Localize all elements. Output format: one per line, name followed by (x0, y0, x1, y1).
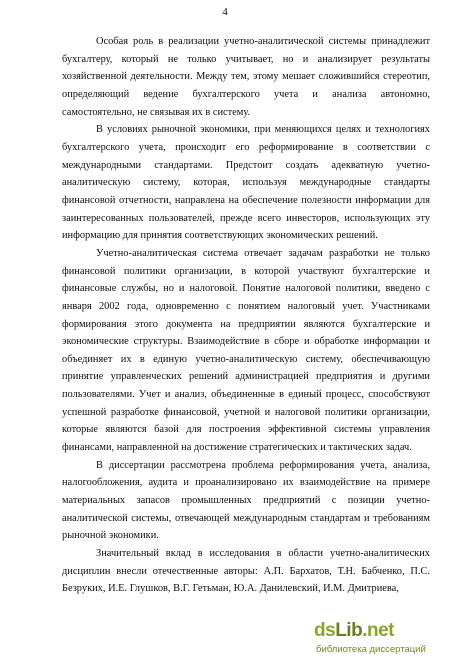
paragraph-3: Учетно-аналитическая система отвечает задачам разработки не только финансовой политики организации, в которой участвуют бухгалтерские и финансовые службы, но и налоговой. Понятие налоговой политики, введено с января 2002 года, одновременно с понятием налоговый учет. Участниками формирования этого документа на предприятии являются бухгалтерские и экономические структуры. Взаимодействие в сборе и обработке информации и объединяет их в единую учетно-аналитическую систему, обеспечивающую принятие управленческих решений администрацией предприятия и другими пользователями. Учет и анализ, объединенные в единый процесс, способствуют успешной разработке финансовой, учетной и налоговой политики организации, которые являются базой для построения эффективной системы управления финансами, направленной на достижение стратегических и тактических задач. (62, 247, 430, 454)
logo-lib: Lib (335, 620, 363, 641)
dslib-logo (314, 620, 394, 642)
logo-net: .net (362, 620, 394, 641)
paragraph-4: В диссертации рассмотрена проблема реформирования учета, анализа, налогообложения, аудита и проанализировано их взаимодействие на примере материальных запасов промышленных предприятий с позиции учетно-аналитической системы, отвечающей международным стандартам и требованиям рыночной экономики. (62, 459, 430, 542)
watermark-tagline: библиотека диссертаций (316, 644, 426, 655)
paragraph-1: Особая роль в реализации учетно-аналитической системы принадлежит бухгалтеру, который не только учитывает, но и анализирует результаты хозяйственной деятельности. Между тем, этому мешает сложившийся стереотип, определяющий ведение бухгалтерского учета и анализа автономно, самостоятельно, не связывая их в систему. (62, 36, 430, 118)
paragraph-2: В условиях рыночной экономики, при меняющихся целях и технологиях бухгалтерского учета, происходит его реформирование в соответствии с международными стандартами. Предстоит создать адекватную учетно-аналитическую систему, которая, используя международные стандарты финансовой отчетности, направлена на обеспечение полезности информации для заинтересованных пользователей, прежде всего инвесторов, использующих эту информацию для принятия соответствующих экономических решений. (62, 124, 430, 242)
dslib-watermark (314, 620, 442, 660)
paragraph-5: Значительный вклад в исследования в области учетно-аналитических дисциплин внесли отечественные авторы: А.П. Бархатов, Т.Н. Бабченко, П.С. Безруких, И.Е. Глушков, В.Г. Гетьман, Ю.А. Данилевский, И.М. Дмитриева, (62, 548, 430, 595)
logo-ds: ds (314, 620, 336, 641)
body-text (62, 33, 430, 598)
page-number: 4 (222, 6, 228, 18)
